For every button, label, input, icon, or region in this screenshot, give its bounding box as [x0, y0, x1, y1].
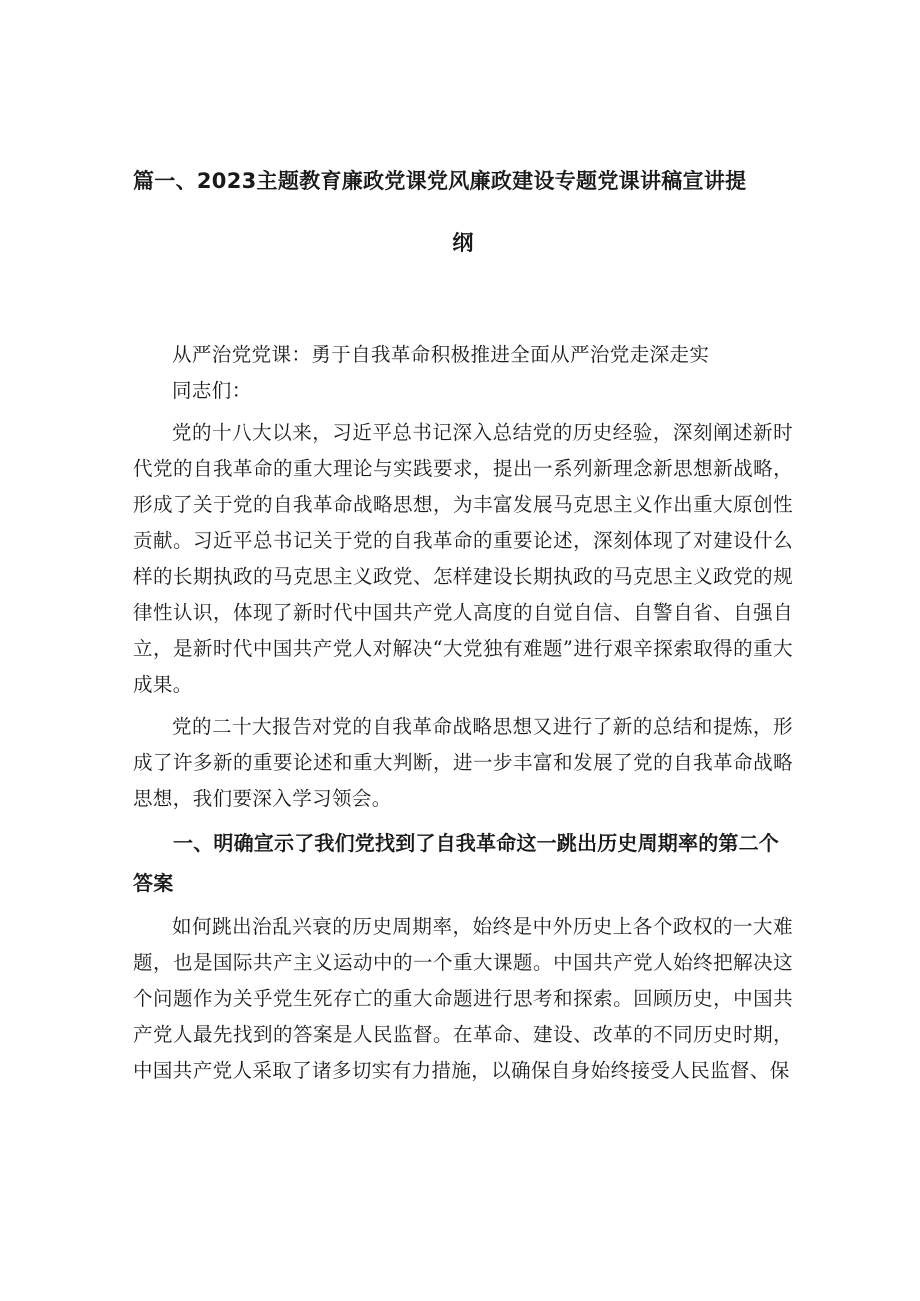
- subtitle: 从严治党党课：勇于自我革命积极推进全面从严治党走深走实: [172, 343, 710, 366]
- document-title: [133, 150, 793, 274]
- section-1-heading: 一、明确宣示了我们党找到了自我革命这一跳出历史周期率的第二个答案: [133, 831, 779, 895]
- paragraph-2: 党的二十大报告对党的自我革命战略思想又进行了新的总结和提炼，形成了许多新的重要论述和重大判断，进一步丰富和发展了党的自我革命战略思想，我们要深入学习领会。: [133, 715, 793, 810]
- document-body: [133, 337, 793, 1089]
- title-line-2: 纲: [452, 231, 474, 255]
- paragraph-3: 如何跳出治乱兴衰的历史周期率，始终是中外历史上各个政权的一大难题，也是国际共产主义运动中的一个重大课题。中国共产党人始终把解决这个问题作为关乎党生死存亡的重大命题进行思考和探索。回顾历史，中国共产党人最先找到的答案是人民监督。在革命、建设、改革的不同历史时期，中国共产党人采取了诸多切实有力措施，以确保自身始终接受人民监督、保: [133, 915, 793, 1082]
- salutation: 同志们：: [172, 379, 252, 402]
- paragraph-1: 党的十八大以来，习近平总书记深入总结党的历史经验，深刻阐述新时代党的自我革命的重大理论与实践要求，提出一系列新理念新思想新战略，形成了关于党的自我革命战略思想，为丰富发展马克思主义作出重大原创性贡献。习近平总书记关于党的自我革命的重要论述，深刻体现了对建设什么样的长期执政的马克思主义政党、怎样建设长期执政的马克思主义政党的规律性认识，体现了新时代中国共产党人高度的自觉自信、自警自省、自强自立，是新时代中国共产党人对解决“大党独有难题”进行艰辛探索取得的重大成果。: [133, 421, 793, 696]
- title-line-1: 篇一、2023主题教育廉政党课党风廉政建设专题党课讲稿宣讲提: [133, 169, 747, 193]
